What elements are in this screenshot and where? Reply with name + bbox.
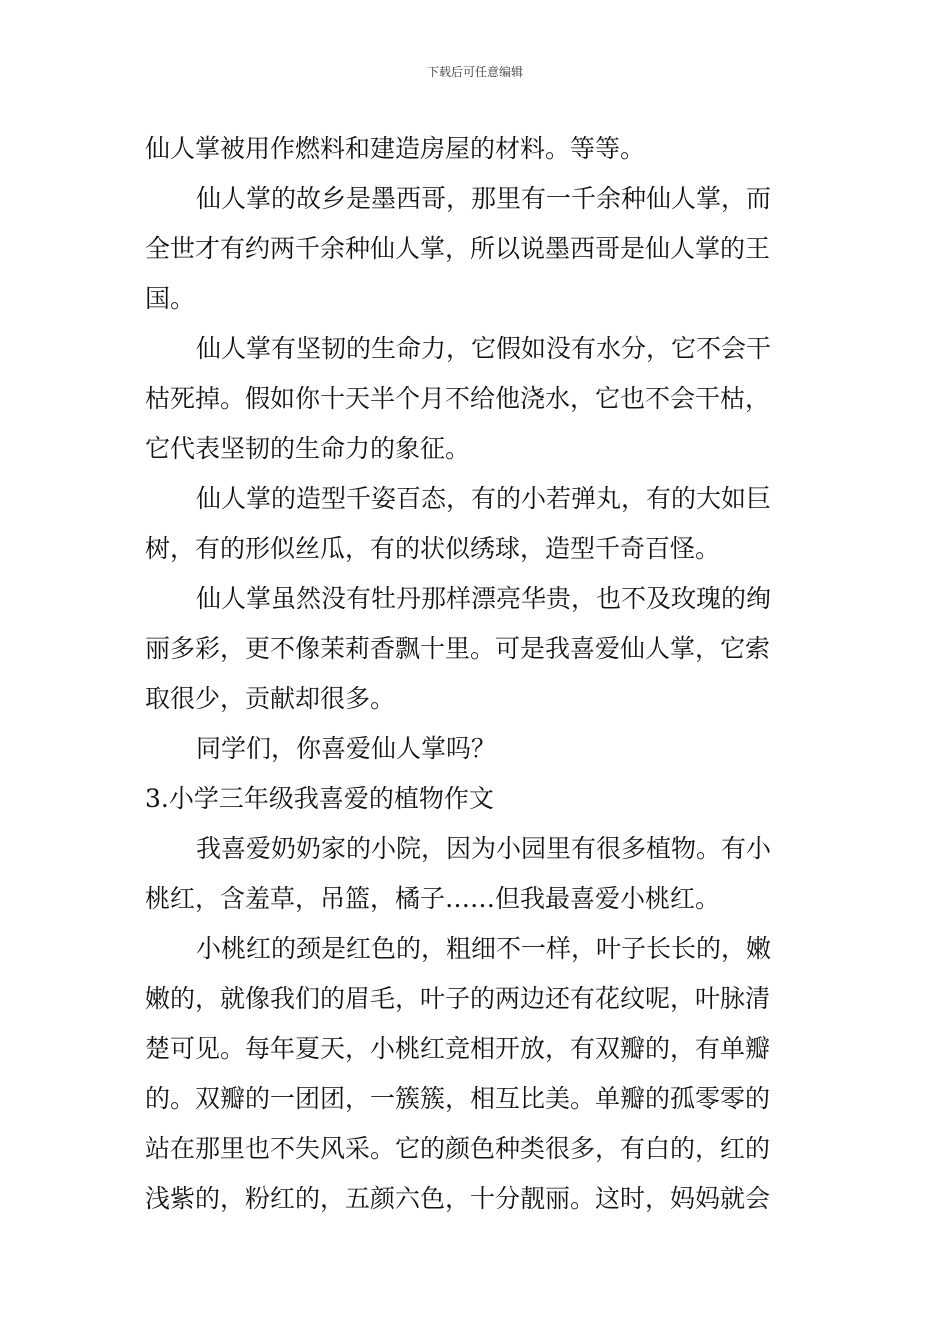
- text-line: 嫩的，就像我们的眉毛，叶子的两边还有花纹呢，叶脉清: [145, 984, 771, 1013]
- text-line: 丽多彩，更不像茉莉香飘十里。可是我喜爱仙人掌，它索: [145, 634, 771, 663]
- text-line: 树，有的形似丝瓜，有的状似绣球，造型千奇百怪。: [145, 534, 721, 563]
- text-line: 楚可见。每年夏天，小桃红竞相开放，有双瓣的，有单瓣: [145, 1034, 771, 1063]
- text-line: 小桃红的颈是红色的，粗细不一样，叶子长长的，嫩: [196, 934, 772, 963]
- section-heading: 3.小学三年级我喜爱的植物作文: [145, 784, 494, 813]
- document-body: [145, 124, 805, 1224]
- text-line: 仙人掌的故乡是墨西哥，那里有一千余种仙人掌，而: [196, 184, 772, 213]
- text-line: 它代表坚韧的生命力的象征。: [145, 434, 471, 463]
- text-line: 仙人掌被用作燃料和建造房屋的材料。等等。: [145, 134, 646, 163]
- text-line: 浅紫的，粉红的，五颜六色，十分靓丽。这时，妈妈就会: [145, 1184, 771, 1213]
- page-header: 下载后可任意编辑: [426, 65, 523, 79]
- text-line: 全世才有约两千余种仙人掌，所以说墨西哥是仙人掌的王: [145, 234, 771, 263]
- text-line: 仙人掌的造型千姿百态，有的小若弹丸，有的大如巨: [196, 484, 772, 513]
- text-line: 取很少，贡献却很多。: [145, 684, 396, 713]
- text-line: 的。双瓣的一团团，一簇簇，相互比美。单瓣的孤零零的: [145, 1084, 771, 1113]
- text-line: 枯死掉。假如你十天半个月不给他浇水，它也不会干枯，: [145, 384, 771, 413]
- text-line: 站在那里也不失风采。它的颜色种类很多，有白的，红的: [145, 1134, 771, 1163]
- text-line: 我喜爱奶奶家的小院，因为小园里有很多植物。有小: [196, 834, 772, 863]
- text-line: 仙人掌虽然没有牡丹那样漂亮华贵，也不及玫瑰的绚: [196, 584, 772, 613]
- text-line: 同学们，你喜爱仙人掌吗？: [196, 734, 497, 763]
- text-line: 国。: [145, 284, 196, 313]
- text-line: 仙人掌有坚韧的生命力，它假如没有水分，它不会干: [196, 334, 772, 363]
- text-line: 桃红，含羞草，吊篮，橘子……但我最喜爱小桃红。: [145, 884, 721, 913]
